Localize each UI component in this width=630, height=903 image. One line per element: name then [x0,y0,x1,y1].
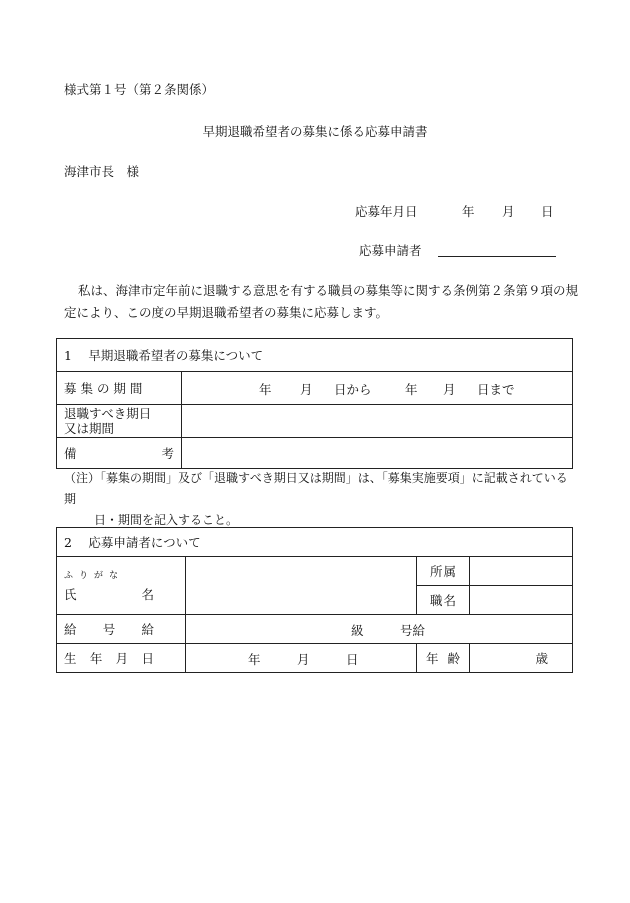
applicant-table [56,527,573,673]
birthdate-label-char-3: 月 [115,651,129,666]
birthdate-label-char-2: 年 [89,651,103,666]
applicant-signature-line[interactable] [438,256,556,257]
remarks-value[interactable] [182,438,573,469]
note-line-2: 日・期間を記入すること。 [94,513,239,527]
position-label [417,586,470,615]
remarks-label-char-1: 備 [64,446,77,461]
birthdate-value[interactable] [186,644,417,673]
note [64,468,579,531]
position-label-char-2: 名 [443,593,456,608]
salary-label-char-1: 給 [64,622,77,637]
remarks-label-char-2: 考 [161,446,174,461]
name-label-char-2: 名 [141,587,154,602]
age-value[interactable] [470,644,573,673]
birthdate-label-char-1: 生 [64,651,77,666]
period-start-month: 月 [300,382,313,397]
section2-header: 2 応募申請者について [57,528,573,557]
birth-day-unit: 日 [346,652,359,667]
age-label-char-2: 齢 [447,651,460,666]
application-date-label: 応募年月日 [355,204,418,219]
addressee: 海津市長 様 [64,164,140,179]
period-start-day: 日から [334,382,372,397]
retirement-date-value[interactable] [182,405,573,438]
grade-unit: 級 [351,623,364,638]
period-end-year: 年 [405,382,418,397]
period-label: 募 集 の 期 間 [57,372,182,405]
birthdate-label [57,644,186,673]
salary-label [57,615,186,644]
intro-text: 私は、海津市定年前に退職する意思を有する職員の募集等に関する条例第２条第９項の規定により、この度の早期退職希望者の募集に応募します。 [64,283,579,320]
retirement-date-label-line1: 退職すべき期日 [64,406,152,421]
application-date-year[interactable]: 年 [462,204,475,219]
birthdate-label-char-4: 日 [141,651,154,666]
application-date-day[interactable]: 日 [541,204,554,219]
age-label [417,644,470,673]
age-unit: 歳 [535,651,548,666]
name-label-char-1: 氏 [64,587,77,602]
step-unit: 号給 [400,623,426,638]
retirement-date-label-line2: 又は期間 [64,421,115,436]
application-date-month[interactable]: 月 [502,204,515,219]
period-start-year: 年 [259,382,272,397]
affiliation-label [417,557,470,586]
section1-header: 1 早期退職希望者の募集について [57,339,573,372]
period-value-cell[interactable] [182,372,573,405]
form-number: 様式第１号（第２条関係） [64,82,215,97]
birth-year-unit: 年 [248,652,261,667]
affiliation-label-char-1: 所 [430,564,443,579]
period-end-month: 月 [443,382,456,397]
applicant-label: 応募申請者 [359,243,422,258]
salary-label-char-2: 号 [102,622,116,637]
salary-label-char-3: 給 [141,622,154,637]
name-value[interactable] [186,557,417,615]
retirement-date-label [57,405,182,438]
document-title: 早期退職希望者の募集に係る応募申請書 [202,124,428,139]
furigana-label: ふりがな [64,571,125,581]
salary-grade-value[interactable] [186,615,573,644]
note-line-1: （注）「募集の期間」及び「退職すべき期日又は期間」は、「募集実施要項」に記載されている期 [64,471,568,506]
name-label [57,557,186,615]
remarks-label [57,438,182,469]
period-end-day: 日まで [477,382,515,397]
position-label-char-1: 職 [430,593,443,608]
age-label-char-1: 年 [426,651,439,666]
recruitment-table [56,338,573,469]
birth-month-unit: 月 [297,652,310,667]
affiliation-value[interactable] [470,557,573,586]
position-value[interactable] [470,586,573,615]
affiliation-label-char-2: 属 [443,564,456,579]
